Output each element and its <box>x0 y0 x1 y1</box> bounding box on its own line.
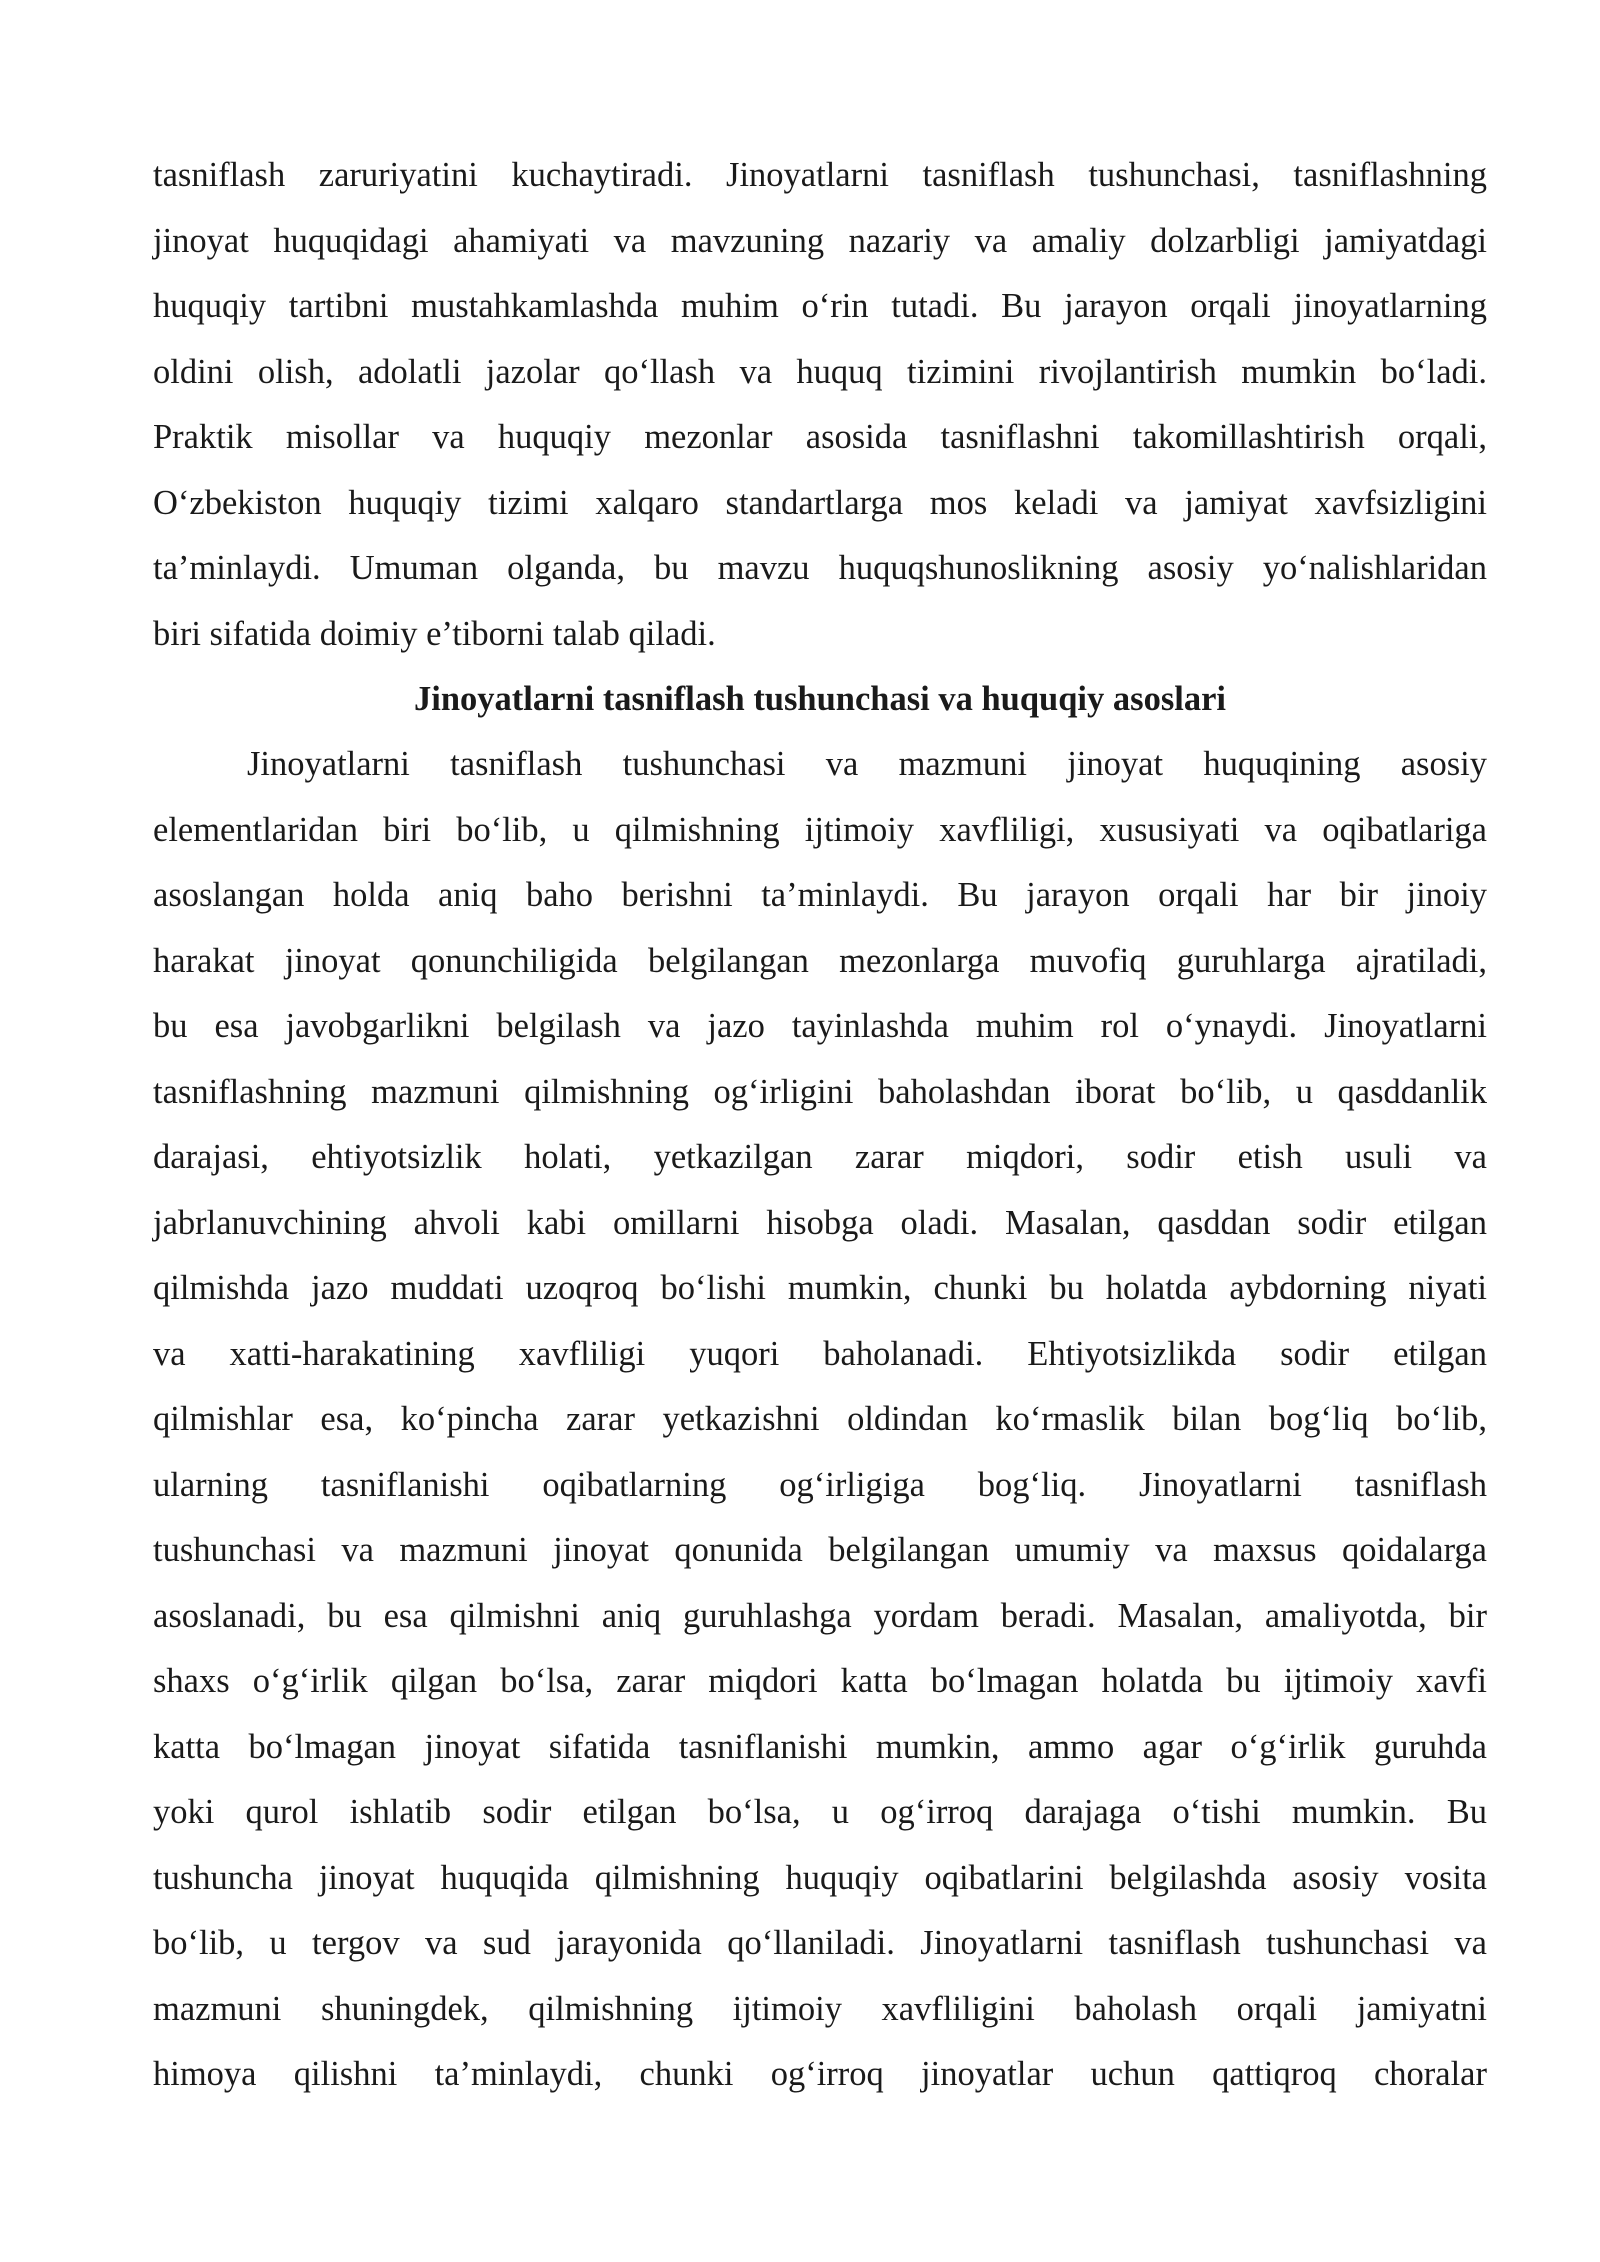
text-line: oldini olish, adolatli jazolar qo‘llash va huquq tizimini rivojlantirish mumkin bo‘ladi. <box>153 352 1487 391</box>
text-line: jinoyat huquqidagi ahamiyati va mavzuning nazariy va amaliy dolzarbligi jamiyatdagi <box>153 221 1487 260</box>
section-heading-block <box>153 667 1487 733</box>
text-line: asoslangan holda aniq baho berishni ta’minlaydi. Bu jarayon orqali har bir jinoiy <box>153 876 1487 914</box>
text-line: Praktik misollar va huquqiy mezonlar asosida tasniflashni takomillashtirish orqali, <box>153 418 1487 456</box>
text-line: yoki qurol ishlatib sodir etilgan bo‘lsa, u og‘irroq darajaga o‘tishi mumkin. Bu <box>153 1793 1487 1831</box>
body-paragraph <box>153 732 1487 2108</box>
text-line: huquqiy tartibni mustahkamlashda muhim o‘rin tutadi. Bu jarayon orqali jinoyatlarning <box>153 287 1487 325</box>
section-heading: Jinoyatlarni tasniflash tushunchasi va huquqiy asoslari <box>414 680 1226 718</box>
text-line: tasniflashning mazmuni qilmishning og‘irligini baholashdan iborat bo‘lib, u qasddanlik <box>153 1072 1487 1111</box>
text-line: tushuncha jinoyat huquqida qilmishning huquqiy oqibatlarini belgilashda asosiy vosita <box>153 1858 1487 1897</box>
text-line: mazmuni shuningdek, qilmishning ijtimoiy xavfliligini baholash orqali jamiyatni <box>153 1989 1487 2028</box>
intro-paragraph <box>153 143 1487 667</box>
text-line: shaxs o‘g‘irlik qilgan bo‘lsa, zarar miqdori katta bo‘lmagan holatda bu ijtimoiy xavfi <box>153 1662 1487 1700</box>
text-line: qilmishda jazo muddati uzoqroq bo‘lishi mumkin, chunki bu holatda aybdorning niyati <box>153 1269 1487 1307</box>
text-line: jabrlanuvchining ahvoli kabi omillarni hisobga oladi. Masalan, qasddan sodir etilgan <box>153 1203 1487 1242</box>
text-line: Jinoyatlarni tasniflash tushunchasi va mazmuni jinoyat huquqining asosiy <box>247 745 1487 783</box>
text-line: va xatti-harakatining xavfliligi yuqori baholanadi. Ehtiyotsizlikda sodir etilgan <box>153 1334 1487 1373</box>
text-line: katta bo‘lmagan jinoyat sifatida tasniflanishi mumkin, ammo agar o‘g‘irlik guruhda <box>153 1727 1487 1766</box>
text-line: tushunchasi va mazmuni jinoyat qonunida belgilangan umumiy va maxsus qoidalarga <box>153 1531 1487 1569</box>
text-line: O‘zbekiston huquqiy tizimi xalqaro standartlarga mos keladi va jamiyat xavfsizligini <box>153 483 1487 522</box>
text-line: qilmishlar esa, ko‘pincha zarar yetkazishni oldindan ko‘rmaslik bilan bog‘liq bo‘lib, <box>153 1400 1487 1438</box>
text-line: ta’minlaydi. Umuman olganda, bu mavzu huquqshunoslikning asosiy yo‘nalishlaridan <box>153 549 1487 587</box>
text-line: bo‘lib, u tergov va sud jarayonida qo‘llaniladi. Jinoyatlarni tasniflash tushunchasi va <box>153 1924 1487 1962</box>
text-line: elementlaridan biri bo‘lib, u qilmishning ijtimoiy xavfliligi, xususiyati va oqibatlariga <box>153 810 1487 849</box>
text-line: darajasi, ehtiyotsizlik holati, yetkazilgan zarar miqdori, sodir etish usuli va <box>153 1138 1487 1176</box>
text-line: ularning tasniflanishi oqibatlarning og‘irligiga bog‘liq. Jinoyatlarni tasniflash <box>153 1465 1487 1504</box>
text-line: harakat jinoyat qonunchiligida belgilangan mezonlarga muvofiq guruhlarga ajratiladi, <box>153 941 1487 980</box>
text-line: bu esa javobgarlikni belgilash va jazo tayinlashda muhim rol o‘ynaydi. Jinoyatlarni <box>153 1007 1487 1045</box>
text-line: biri sifatida doimiy e’tiborni talab qiladi. <box>153 614 716 653</box>
text-line: himoya qilishni ta’minlaydi, chunki og‘irroq jinoyatlar uchun qattiqroq choralar <box>153 2055 1487 2093</box>
text-line: tasniflash zaruriyatini kuchaytiradi. Jinoyatlarni tasniflash tushunchasi, tasniflashning <box>153 156 1487 194</box>
text-line: asoslanadi, bu esa qilmishni aniq guruhlashga yordam beradi. Masalan, amaliyotda, bir <box>153 1596 1487 1635</box>
